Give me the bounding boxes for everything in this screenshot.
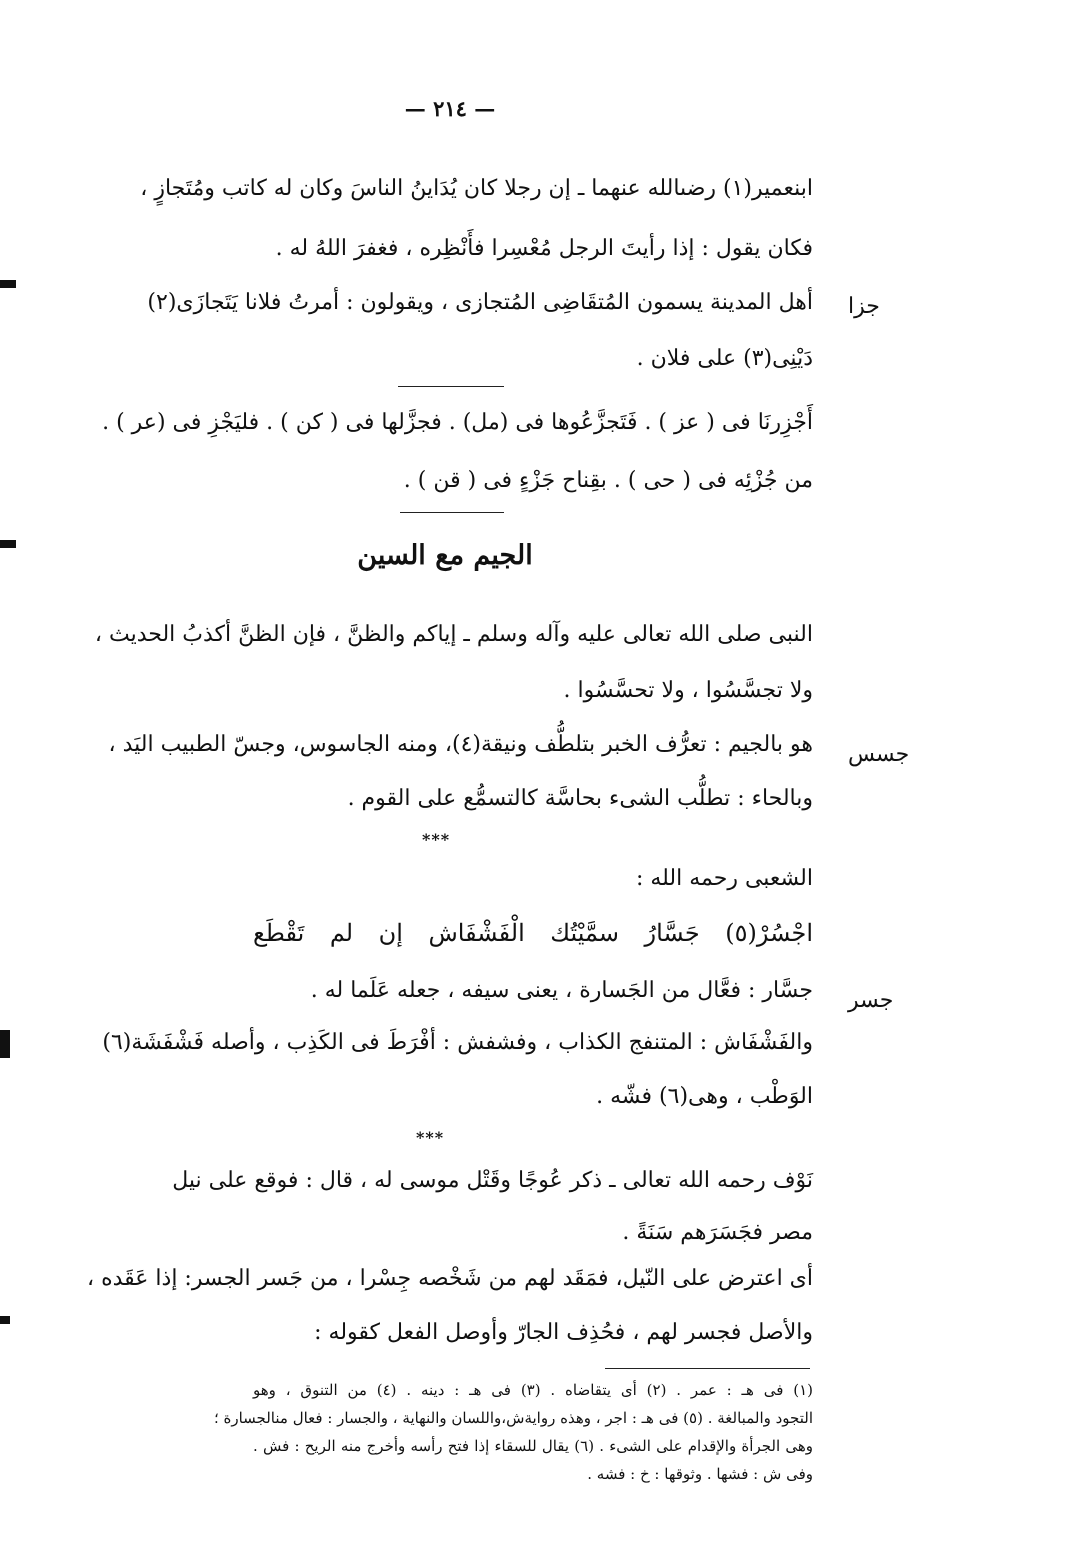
text-line: النبى صلى الله تعالى عليه وآله وسلم ـ إياكم والظنَّ ، فإن الظنَّ أكذبُ الحديث ، — [94, 622, 813, 647]
text-line: ولا تجسَّسُوا ، ولا تحسَّسُوا . — [563, 678, 813, 703]
text-line: وبالحاء : تطلُّب الشىء بحاسَّة كالتسمُّع على القوم . — [347, 786, 813, 811]
text-line: والفَشْفَاش : المتنفج الكذاب ، وفشفش : أفْرَطَ فى الكَذِب ، وأصله فَشْفَشَة(٦) — [102, 1030, 813, 1055]
text-line: أهل المدينة يسمون المُتقَاضِى المُتجازى ، ويقولون : أمرتُ فلانا يَتَجازَى(٢) — [147, 290, 813, 315]
footnote-rule — [605, 1368, 810, 1369]
text-line: فكان يقول : إذا رأيتَ الرجل مُعْسِرا فأَنْظِره ، فغفرَ اللهُ له . — [275, 236, 813, 261]
scan-edge-mark — [0, 280, 16, 288]
section-stars: *** — [422, 830, 451, 849]
footnote-line: وفى ش : فشها . وثوقها : خ : فشه . — [587, 1465, 813, 1483]
text-line: الوَطْب ، وهى(٦) فشّه . — [596, 1084, 813, 1109]
scan-edge-mark — [0, 1316, 10, 1324]
text-line: هو بالجيم : تعرُّف الخبر بتلطُّف ونيقة(٤)، ومنه الجاسوس، وجسّ الطبيب اليَد ، — [108, 732, 813, 757]
text-line: نَوْف رحمه الله تعالى ـ ذكر عُوجًا وقَتْل موسى له ، قال : فوقع على نيل — [172, 1168, 813, 1193]
text-line: جسَّار : فعَّال من الجَسارة ، يعنى سيفه ، جعله عَلَما له . — [310, 978, 813, 1003]
footnote-line: (١) فى هـ : عمر . (٢) أى يتقاضاه . (٣) فى هـ : دينه . (٤) من التنوق ، وهو — [253, 1381, 813, 1399]
margin-headword: جسر — [848, 988, 894, 1013]
text-line: دَيْنِى(٣) على فلان . — [636, 346, 813, 371]
text-line: أى اعترض على النّيل، فمَقَد لهم من شَخْصه جِسْرا ، من جَسر الجسر: إذا عَقَده ، — [87, 1266, 813, 1291]
text-line: الشعبى رحمه الله : — [635, 866, 813, 891]
text-line: أَجْزِرنَا فى ( عز ) . فَتَجزَّعُوها فى (مل) . فجزَّلها فى ( كن ) . فليَجْزِ فى (عر ) . — [102, 410, 813, 435]
separator-rule — [400, 512, 504, 513]
scan-edge-mark — [0, 540, 16, 548]
text-line: ابنعمير(١) رضىالله عنهما ـ إن رجلا كان يُدَاينُ الناسَ وكان له كاتب ومُتَجازٍ ، — [140, 176, 813, 201]
text-line: والأصل فجسر لهم ، فحُذِف الجارّ وأوصل الفعل كقوله : — [314, 1320, 813, 1345]
margin-headword: جزا — [848, 294, 880, 319]
margin-headword: جسس — [848, 742, 910, 767]
separator-rule — [398, 386, 504, 387]
verse-line: اجْسُرْ(٥) جَسَّارُ سمَّيْتُك الْفَشْفَاش إن لم تَقْطَع — [253, 919, 813, 947]
text-line: مصر فجَسَرَهم سَنَةً . — [622, 1220, 813, 1245]
section-heading: الجيم مع السين — [357, 540, 533, 571]
scan-edge-mark — [0, 1030, 10, 1058]
text-line: من جُزْئِه فى ( حى ) . بقِناح جَزْءٍ فى ( قن ) . — [403, 468, 813, 493]
section-stars: *** — [416, 1128, 445, 1147]
footnote-line: وهى الجرأة والإقدام على الشىء . (٦) يقال للسقاء إذا فتح رأسه وأخرج منه الريح : فش . — [253, 1437, 813, 1455]
page-number: — ٢١٤ — — [404, 96, 496, 121]
footnote-line: التجود والمبالغة . (٥) فى هـ : اجر ، وهذه روايةش،واللسان والنهاية ، والجسار : فعال منالجسارة ؛ — [213, 1409, 813, 1427]
